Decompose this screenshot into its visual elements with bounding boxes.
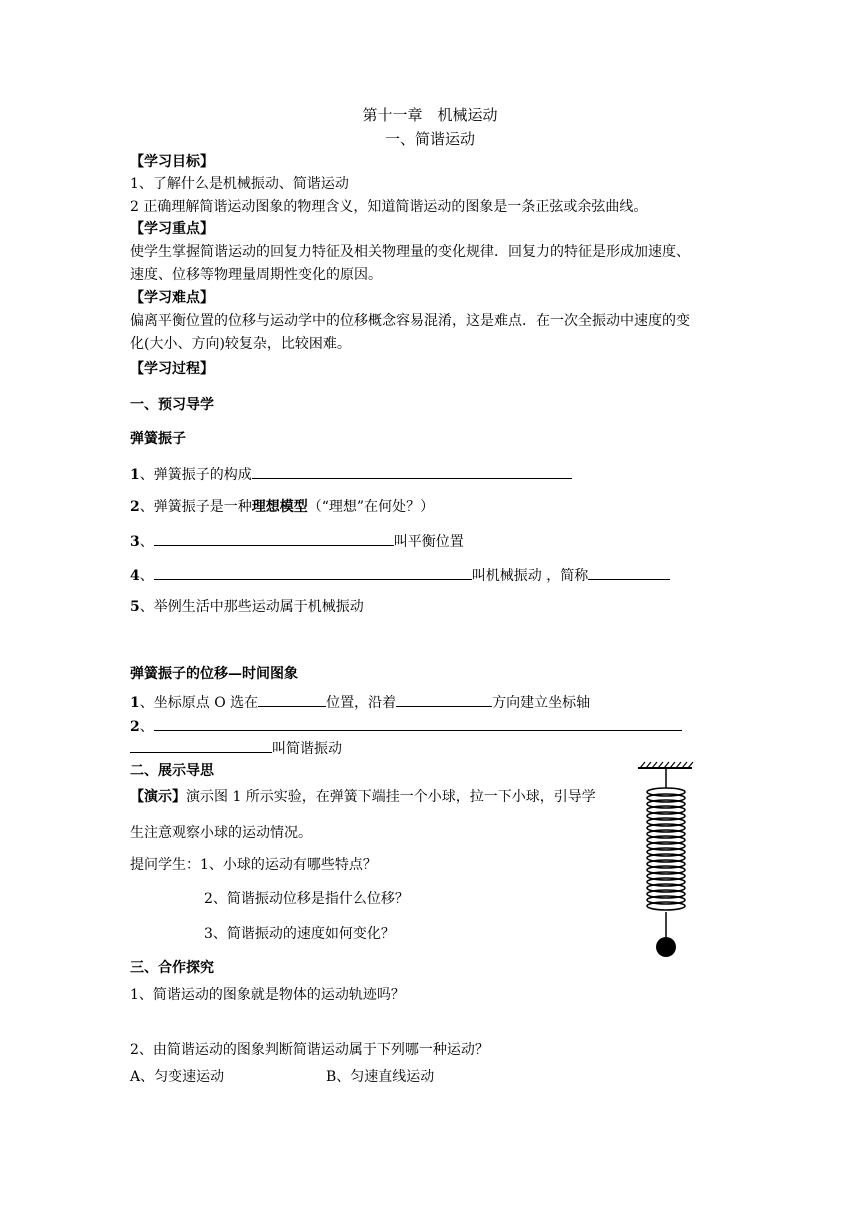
- objective-2: 2 正确理解简谐运动图象的物理含义，知道简谐运动的图象是一条正弦或余弦曲线。: [130, 199, 648, 215]
- preview-question-1: [130, 464, 572, 484]
- demo-label: 【演示】: [130, 789, 186, 805]
- question-text: 方向建立坐标轴: [492, 695, 591, 711]
- demo-text: 演示图 1 所示实验，在弹簧下端挂一个小球，拉一下小球，引导学: [186, 789, 596, 805]
- explore-question-1: 1、简谐运动的图象就是物体的运动轨迹吗？: [130, 987, 405, 1003]
- display-heading: 二、展示导思: [130, 763, 214, 779]
- question-number: 2: [130, 499, 140, 515]
- question-text: 、弹簧振子是一种: [139, 499, 252, 515]
- process-heading: 【学习过程】: [130, 361, 214, 377]
- displacement-question-2-continued: [130, 738, 342, 758]
- answer-blank[interactable]: [258, 692, 326, 707]
- preview-question-2: [130, 498, 434, 516]
- question-text: （“理想”在何处？）: [307, 499, 435, 515]
- preview-question-4: [130, 565, 670, 585]
- answer-blank[interactable]: [396, 692, 492, 707]
- difficulties-heading: 【学习难点】: [130, 290, 214, 306]
- answer-blank[interactable]: [154, 565, 472, 580]
- explore-heading: 三、合作探究: [130, 960, 214, 976]
- answer-blank[interactable]: [154, 531, 394, 546]
- question-number: 1: [130, 467, 140, 483]
- ask-question-1: 提问学生：1、小球的运动有哪些特点？: [130, 857, 377, 873]
- question-number: 4: [130, 568, 140, 584]
- key-points-line-2: 速度、位移等物理量周期性变化的原因。: [130, 267, 382, 283]
- spring-oscillator-subheading: 弹簧振子: [130, 431, 186, 447]
- ask-question-3: 3、简谐振动的速度如何变化？: [204, 926, 395, 942]
- displacement-question-2: [130, 716, 682, 736]
- preview-heading: 一、预习导学: [130, 397, 214, 413]
- question-text: 、举例生活中那些运动属于机械振动: [139, 599, 364, 615]
- displacement-heading: 弹簧振子的位移—时间图象: [130, 666, 298, 682]
- option-b: B、匀速直线运动: [326, 1069, 435, 1085]
- objective-1: 1、了解什么是机械振动、简谐运动: [130, 176, 349, 192]
- option-a: A、匀变速运动: [130, 1069, 225, 1085]
- question-text: 、: [139, 719, 154, 735]
- chapter-title: 第十一章 机械运动: [362, 106, 498, 124]
- question-text: 位置，沿着: [326, 695, 397, 711]
- question-number: 1: [130, 695, 140, 711]
- explore-question-2: 2、由简谐运动的图象判断简谐运动属于下列哪一种运动？: [130, 1042, 489, 1058]
- answer-blank[interactable]: [588, 565, 670, 580]
- question-number: 3: [130, 534, 140, 550]
- question-text: 、: [139, 568, 154, 584]
- question-text: 叫机械振动 ，简称: [471, 568, 589, 584]
- question-text: 、坐标原点 O 选在: [139, 695, 259, 711]
- key-points-line-1: 使学生掌握简谐运动的回复力特征及相关物理量的变化规律．回复力的特征是形成加速度、: [130, 244, 690, 260]
- preview-question-5: [130, 598, 364, 616]
- question-text: 、弹簧振子的构成: [139, 467, 252, 483]
- section-title: 一、简谐运动: [384, 130, 475, 148]
- answer-blank[interactable]: [154, 716, 682, 731]
- demo-line-2: 生注意观察小球的运动情况。: [130, 825, 312, 841]
- objectives-heading: 【学习目标】: [130, 154, 214, 170]
- answer-blank[interactable]: [130, 738, 272, 753]
- answer-blank[interactable]: [252, 464, 572, 479]
- question-number: 2: [130, 719, 140, 735]
- spring-oscillator-icon: [636, 760, 696, 960]
- difficulties-line-1: 偏离平衡位置的位移与运动学中的位移概念容易混淆，这是难点．在一次全振动中速度的变: [130, 313, 690, 329]
- difficulties-line-2: 化(大小、方向)较复杂，比较困难。: [130, 336, 351, 352]
- ideal-model-term: 理想模型: [251, 499, 308, 515]
- question-text: 叫平衡位置: [393, 534, 464, 550]
- question-text: 、: [139, 534, 154, 550]
- question-number: 5: [130, 599, 140, 615]
- displacement-question-1: [130, 692, 590, 712]
- question-text: 叫简谐振动: [272, 741, 342, 757]
- ask-question-2: 2、简谐振动位移是指什么位移？: [204, 891, 409, 907]
- demo-line-1: [130, 788, 596, 806]
- preview-question-3: [130, 531, 464, 551]
- key-points-heading: 【学习重点】: [130, 221, 214, 237]
